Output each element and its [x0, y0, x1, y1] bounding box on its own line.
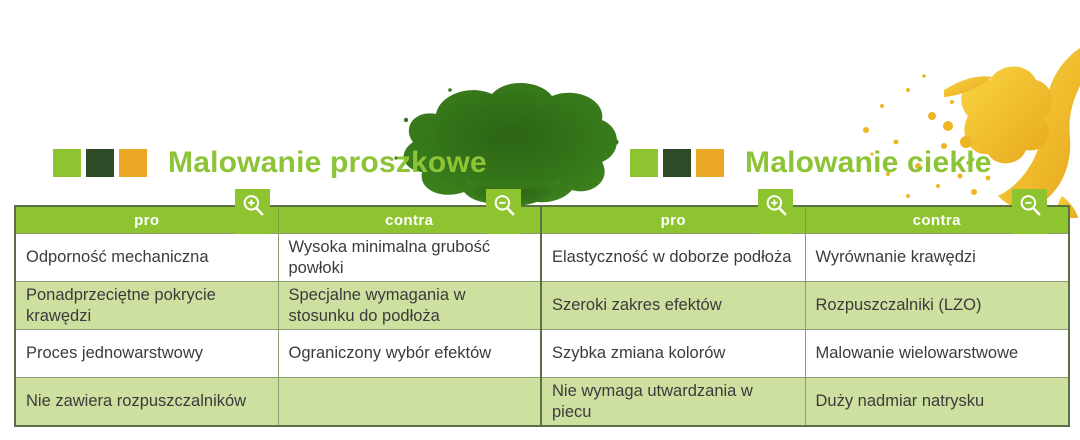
- contra-cell: Duży nadmiar natrysku: [805, 378, 1069, 425]
- column-header-contra: contra: [805, 207, 1069, 233]
- section-title-powder: Malowanie proszkowe: [168, 146, 487, 179]
- magnifier-plus-icon: [240, 192, 266, 218]
- pro-cell: Proces jednowarstwowy: [26, 344, 203, 363]
- section-title-liquid: Malowanie ciekłe: [745, 146, 992, 179]
- title-group-liquid: [630, 148, 992, 178]
- pro-cell: Nie zawiera rozpuszczalników: [26, 392, 247, 411]
- contra-cell: Rozpuszczalniki (LZO): [805, 282, 1069, 329]
- lime-square-icon: [630, 149, 658, 177]
- table-row: [542, 233, 1068, 281]
- table-row: [16, 377, 540, 425]
- table-row: [542, 281, 1068, 329]
- table-header-row: [542, 207, 1068, 233]
- magnifier-minus-icon: [491, 192, 517, 218]
- title-group-powder: [53, 148, 487, 178]
- dark-green-square-icon: [86, 149, 114, 177]
- contra-cell: Malowanie wielowarstwowe: [805, 330, 1069, 377]
- contra-cell: Ograniczony wybór efektów: [278, 330, 541, 377]
- table-powder-coating: [14, 205, 542, 427]
- pro-cell: Odporność mechaniczna: [26, 248, 209, 267]
- contra-cell: Specjalne wymagania w stosunku do podłoża: [278, 282, 541, 329]
- column-header-contra: contra: [278, 207, 541, 233]
- table-header-row: [16, 207, 540, 233]
- zoom-out-button-liquid-contra[interactable]: [1012, 189, 1047, 234]
- table-row: [542, 377, 1068, 425]
- table-row: [16, 233, 540, 281]
- table-row: [16, 281, 540, 329]
- column-header-pro: pro: [134, 211, 160, 229]
- dark-green-square-icon: [663, 149, 691, 177]
- contra-cell: Wysoka minimalna grubość powłoki: [278, 234, 541, 281]
- contra-cell: [278, 378, 541, 425]
- pro-cell: Nie wymaga utwardzania w piecu: [552, 382, 753, 421]
- zoom-in-button-powder-pro[interactable]: [235, 189, 270, 234]
- table-row: [16, 329, 540, 377]
- contra-cell: Wyrównanie krawędzi: [805, 234, 1069, 281]
- table-row: [542, 329, 1068, 377]
- magnifier-minus-icon: [1017, 192, 1043, 218]
- pro-cell: Szybka zmiana kolorów: [552, 344, 726, 363]
- magnifier-plus-icon: [763, 192, 789, 218]
- lime-square-icon: [53, 149, 81, 177]
- pro-cell: Elastyczność w doborze podłoża: [552, 248, 792, 267]
- orange-square-icon: [696, 149, 724, 177]
- zoom-in-button-liquid-pro[interactable]: [758, 189, 793, 234]
- zoom-out-button-powder-contra[interactable]: [486, 189, 521, 234]
- pro-cell: Ponadprzeciętne pokrycie krawędzi: [26, 286, 216, 325]
- table-liquid-painting: [540, 205, 1070, 427]
- orange-square-icon: [119, 149, 147, 177]
- column-header-pro: pro: [660, 211, 686, 229]
- pro-cell: Szeroki zakres efektów: [552, 296, 722, 315]
